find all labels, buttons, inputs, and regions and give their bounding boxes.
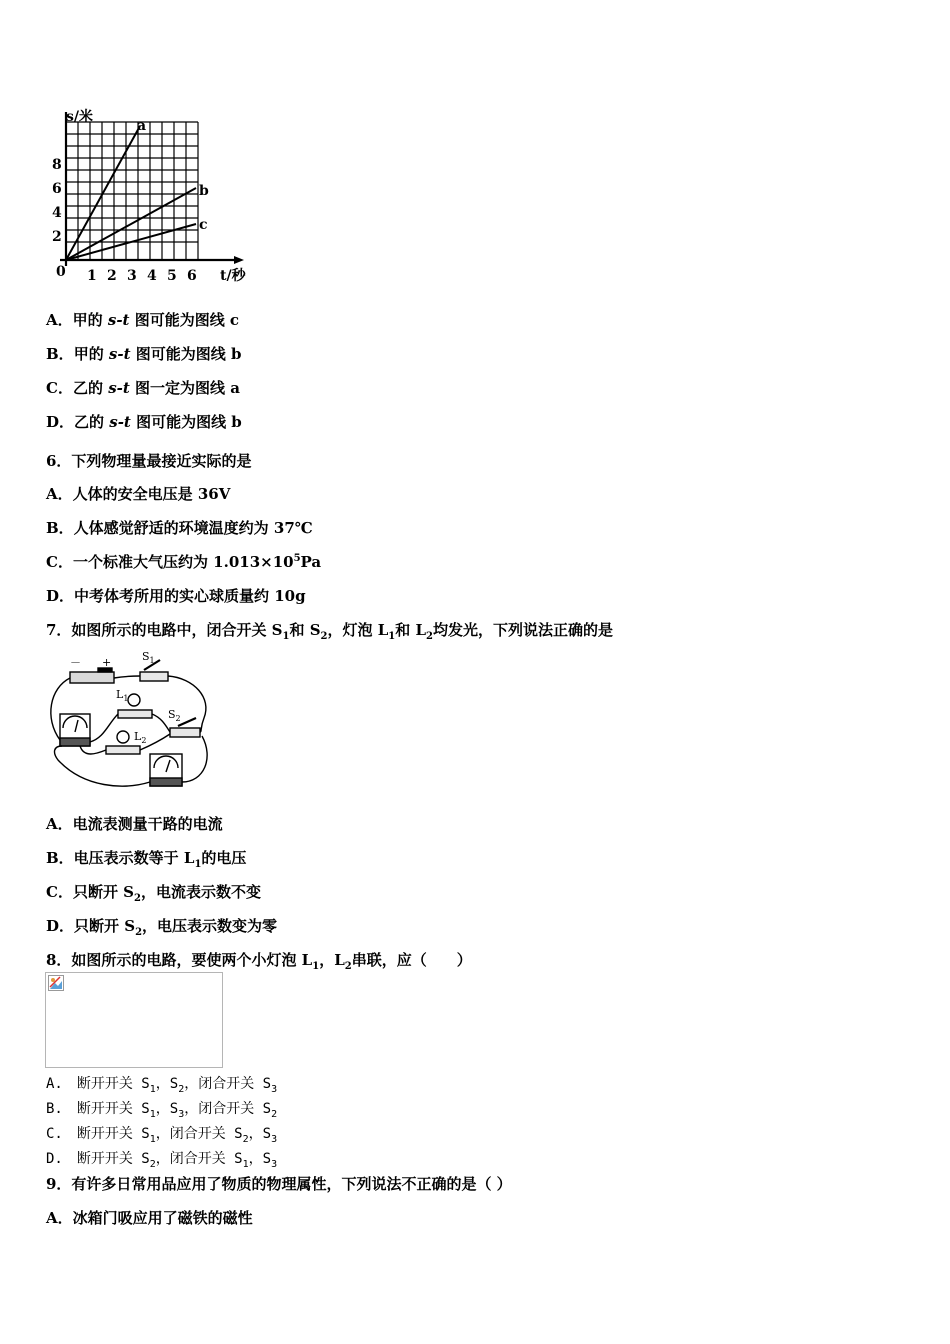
- lamp-l1: [118, 710, 152, 718]
- x-axis-arrow: [234, 256, 244, 264]
- q8-option-b: B. 断开开关 $S_1$，$S_3$，闭合开关 $S_2$: [46, 1101, 278, 1120]
- q7-option-c: C．只断开 $S_2$，电流表示数不变: [46, 883, 261, 904]
- lamp-l2: [106, 746, 140, 754]
- q5-option-d: D．乙的 s-t 图可能为图线 b: [46, 413, 242, 431]
- x-tick-label: 3: [127, 268, 137, 284]
- x-tick-label: 4: [147, 268, 157, 284]
- switch-s2-label: $S_2$: [168, 708, 181, 723]
- x-tick-label: 1: [87, 268, 97, 284]
- lamp-l2-label: $L_2$: [134, 730, 147, 745]
- q5-option-a: A．甲的 s-t 图可能为图线 c: [46, 311, 240, 329]
- q8-option-d: D. 断开开关 $S_2$，闭合开关 $S_1$，$S_3$: [46, 1151, 278, 1170]
- q5-option-b: B．甲的 s-t 图可能为图线 b: [46, 345, 242, 363]
- switch-s2: [170, 728, 200, 737]
- y-tick-label: 6: [52, 181, 62, 197]
- q6-option-b: B．人体感觉舒适的环境温度约为 37℃: [46, 519, 313, 537]
- q9-option-a: A．冰箱门吸应用了磁铁的磁性: [46, 1209, 253, 1227]
- q9-stem: 9．有许多日常用品应用了物质的物理属性，下列说法不正确的是（ ）: [46, 1175, 512, 1193]
- q6-stem: 6．下列物理量最接近实际的是: [46, 452, 252, 470]
- x-tick-label: 2: [107, 268, 117, 284]
- graph-grid: [66, 122, 198, 260]
- q8-option-c: C. 断开开关 $S_1$，闭合开关 $S_2$，$S_3$: [46, 1126, 278, 1145]
- origin-label: 0: [56, 264, 66, 280]
- line-label-b: b: [199, 183, 209, 199]
- switch-s1-label: $S_1$: [142, 650, 155, 665]
- q7-stem: 7．如图所示的电路中，闭合开关 $S_1$和 $S_2$，灯泡 $L_1$和 $L_2$均发光，下列说法正确的是: [46, 621, 614, 642]
- q8-option-a: A. 断开开关 $S_1$，$S_2$，闭合开关 $S_3$: [46, 1076, 278, 1095]
- broken-image-icon: [48, 975, 64, 991]
- battery-minus-label: －: [70, 656, 81, 669]
- circuit-diagram: [44, 648, 219, 796]
- s-t-graph: [44, 108, 259, 290]
- line-label-c: c: [199, 217, 208, 233]
- y-tick-label: 8: [52, 157, 62, 173]
- lamp-l1-label: $L_1$: [116, 688, 129, 703]
- q6-option-a: A．人体的安全电压是 36V: [46, 485, 231, 503]
- q7-option-b: B．电压表示数等于 $L_1$的电压: [46, 849, 247, 870]
- x-axis-label: t/秒: [220, 268, 246, 284]
- y-axis-label: s/米: [66, 109, 93, 125]
- q6-option-d: D．中考体考所用的实心球质量约 10g: [46, 587, 306, 605]
- battery-plus-label: +: [102, 656, 112, 669]
- q8-stem: 8．如图所示的电路，要使两个小灯泡 $L_1$，$L_2$串联，应（ ）: [46, 951, 472, 972]
- q6-option-c: C．一个标准大气压约为 $1.013\times 10^5Pa$: [46, 553, 322, 571]
- y-tick-label: 2: [52, 229, 62, 245]
- q7-option-a: A．电流表测量干路的电流: [46, 815, 223, 833]
- q7-option-d: D．只断开 $S_2$，电压表示数变为零: [46, 917, 278, 938]
- x-tick-label: 6: [187, 268, 197, 284]
- y-tick-label: 4: [52, 205, 62, 221]
- broken-image-placeholder: [45, 972, 223, 1068]
- battery: [70, 672, 114, 683]
- line-label-a: a: [137, 118, 147, 134]
- x-tick-label: 5: [167, 268, 177, 284]
- switch-s1: [140, 672, 168, 681]
- q5-option-c: C．乙的 s-t 图一定为图线 a: [46, 379, 240, 397]
